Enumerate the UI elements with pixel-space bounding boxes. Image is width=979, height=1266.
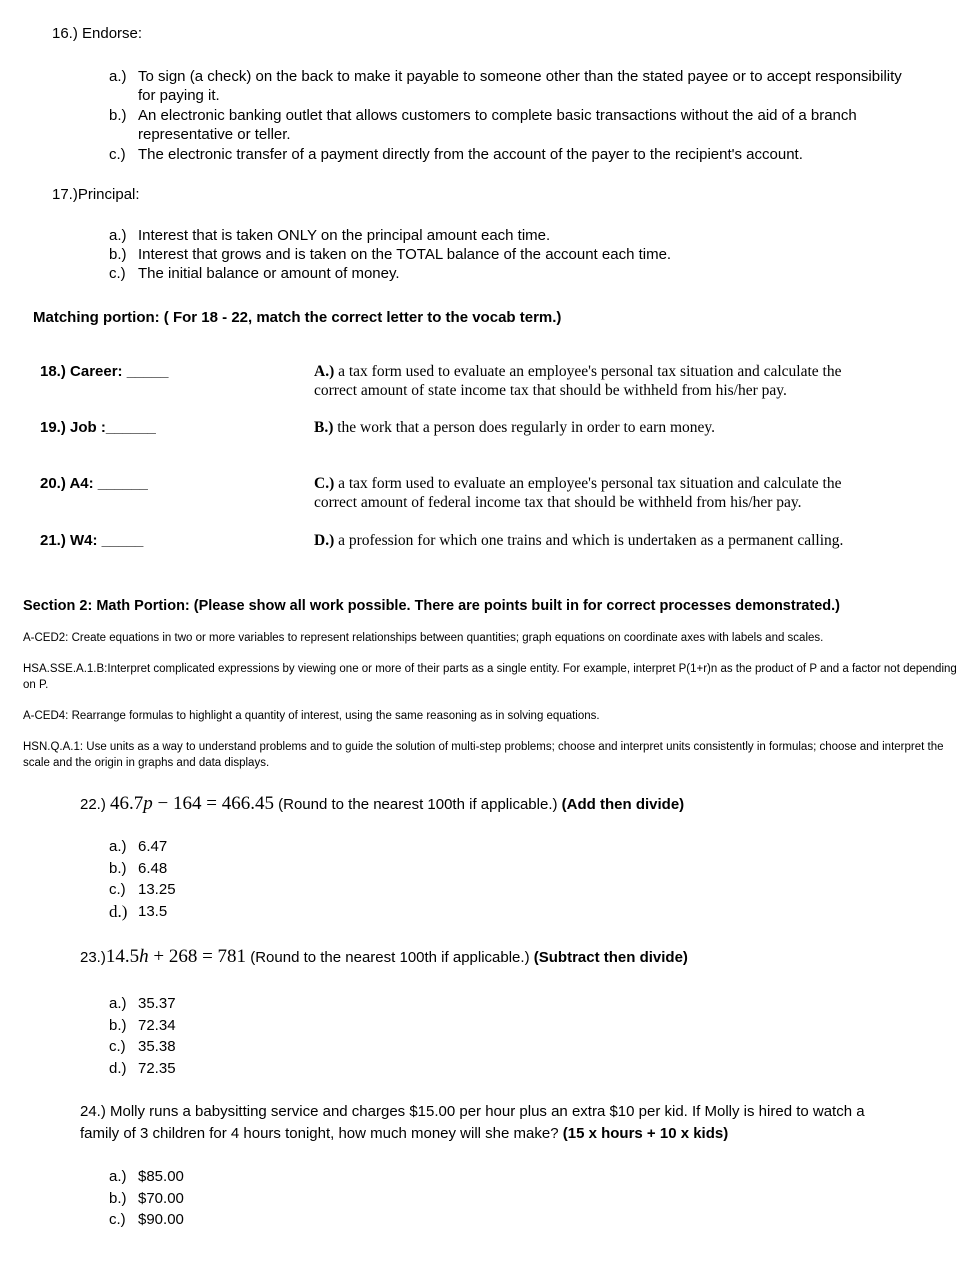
option-letter: a.) [109,68,127,85]
equation-rest: + 268 = 781 [148,946,247,967]
q23-option-c [109,1037,309,1056]
q23-option-d [109,1059,309,1078]
q24-option-c [109,1210,309,1229]
option-letter: d.) [109,1060,127,1077]
hint: (Add then divide) [561,796,685,813]
standard-hsa-sse: HSA.SSE.A.1.B:Interpret complicated expressions by viewing one or more of their parts as a single entity. For example, interpret P(1+r)n as the product of P and a factor not depending on P. [23,663,957,691]
option-letter: b.) [109,1190,127,1207]
option-letter: c.) [109,1038,126,1055]
option-text: 13.5 [138,903,168,920]
standard-hsn-q: HSN.Q.A.1: Use units as a way to understand problems and to guide the solution of multi-step problems; choose and interpret units consistently in formulas; choose and interpret the scale and the origin in graphs and data displays. [23,741,944,769]
option-text: Interest that grows and is taken on the TOTAL balance of the account each time. [138,246,672,263]
definition-letter: D.) [314,532,335,549]
option-text: 35.37 [138,995,176,1012]
matching-definition-b [314,418,914,437]
q22-option-b [109,859,309,878]
matching-heading: Matching portion: ( For 18 - 22, match the correct letter to the vocab term.) [33,309,562,326]
equation-coefficient: 14.5 [105,946,140,967]
option-letter: a.) [109,1168,127,1185]
option-letter: c.) [109,265,126,282]
standard-a-ced4: A-CED4: Rearrange formulas to highlight a quantity of interest, using the same reasoning as in solving equations. [23,710,600,722]
option-text: Interest that is taken ONLY on the principal amount each time. [138,227,551,244]
option-text: To sign (a check) on the back to make it payable to someone other than the stated payee or to accept responsibility [138,68,902,85]
option-letter: c.) [109,1211,126,1228]
option-text: $85.00 [138,1168,184,1185]
equation-rest: − 164 = 466.45 [152,793,274,814]
rounding-note: (Round to the nearest 100th if applicable.) [250,949,530,966]
matching-term-18: 18.) Career: _____ [40,363,169,380]
option-text: $70.00 [138,1190,184,1207]
q22-prompt [80,792,684,817]
rounding-note: (Round to the nearest 100th if applicable.) [278,796,558,813]
option-text: An electronic banking outlet that allows customers to complete basic transactions without the aid of a branch [138,107,857,124]
q17-option-a [109,226,969,245]
standard-a-ced2: A-CED2: Create equations in two or more variables to represent relationships between quantities; graph equations on coordinate axes with labels and scales. [23,632,824,644]
option-letter: b.) [109,860,127,877]
option-text: 6.47 [138,838,168,855]
equation [110,793,274,814]
option-text: 13.25 [138,881,176,898]
matching-definition-d [314,531,914,550]
option-letter: c.) [109,146,126,163]
option-text: 6.48 [138,860,168,877]
option-letter: b.) [109,1017,127,1034]
option-text-cont: for paying it. [138,87,220,104]
q23-option-b [109,1016,309,1035]
option-text: The initial balance or amount of money. [138,265,400,282]
q17-option-c [109,264,969,283]
definition-text: a profession for which one trains and which is undertaken as a permanent calling. [338,532,844,549]
matching-term-20: 20.) A4: ______ [40,475,148,492]
definition-text-cont: correct amount of federal income tax that should be withheld from his/her pay. [314,494,802,511]
question-number: 23.) [80,949,106,966]
q23-prompt [80,945,688,970]
q16-option-c [109,145,969,164]
option-letter: a.) [109,995,127,1012]
option-text: 72.35 [138,1060,176,1077]
hint: (15 x hours + 10 x kids) [562,1125,729,1142]
definition-text: the work that a person does regularly in order to earn money. [337,419,716,436]
question-number: 22.) [80,796,106,813]
q17-title: 17.)Principal: [52,186,140,203]
definition-text: a tax form used to evaluate an employee's personal tax situation and calculate the [338,475,842,492]
option-text: 72.34 [138,1017,176,1034]
option-letter: b.) [109,107,127,124]
matching-definition-c [314,474,914,512]
hint: (Subtract then divide) [533,949,688,966]
definition-letter: B.) [314,419,334,436]
option-text: The electronic transfer of a payment directly from the account of the payer to the recipient's account. [138,146,803,163]
q22-option-c [109,880,309,899]
equation-variable: p [143,793,153,814]
q24-prompt-line2 [80,1124,728,1143]
option-letter: a.) [109,227,127,244]
option-letter: d.) [109,902,128,921]
matching-term-21: 21.) W4: _____ [40,532,144,549]
q16-title: 16.) Endorse: [52,25,143,42]
option-letter: c.) [109,881,126,898]
q24-option-a [109,1167,309,1186]
q24-prompt-line1: 24.) Molly runs a babysitting service and charges $15.00 per hour plus an extra $10 per kid. If Molly is hired to watch a [80,1103,865,1120]
definition-letter: C.) [314,475,335,492]
q17-option-b [109,245,969,264]
option-text: 35.38 [138,1038,176,1055]
definition-letter: A.) [314,363,335,380]
option-text: $90.00 [138,1211,184,1228]
matching-definition-a [314,362,914,400]
equation-variable: h [139,946,149,967]
q16-option-b [109,106,969,144]
option-letter: a.) [109,838,127,855]
definition-text: a tax form used to evaluate an employee's personal tax situation and calculate the [338,363,842,380]
equation [106,946,246,967]
equation-coefficient: 46.7 [110,793,144,814]
option-text-cont: representative or teller. [138,126,291,143]
q22-option-d [109,902,309,921]
option-letter: b.) [109,246,127,263]
section2-heading: Section 2: Math Portion: (Please show all work possible. There are points built in for correct processes demonstrated.) [23,598,841,614]
q16-option-a [109,67,969,105]
q22-option-a [109,837,309,856]
q24-option-b [109,1189,309,1208]
matching-term-19: 19.) Job :______ [40,419,156,436]
definition-text-cont: correct amount of state income tax that should be withheld from his/her pay. [314,382,787,399]
q23-option-a [109,994,309,1013]
prompt-text: family of 3 children for 4 hours tonight, how much money will she make? [80,1125,559,1142]
